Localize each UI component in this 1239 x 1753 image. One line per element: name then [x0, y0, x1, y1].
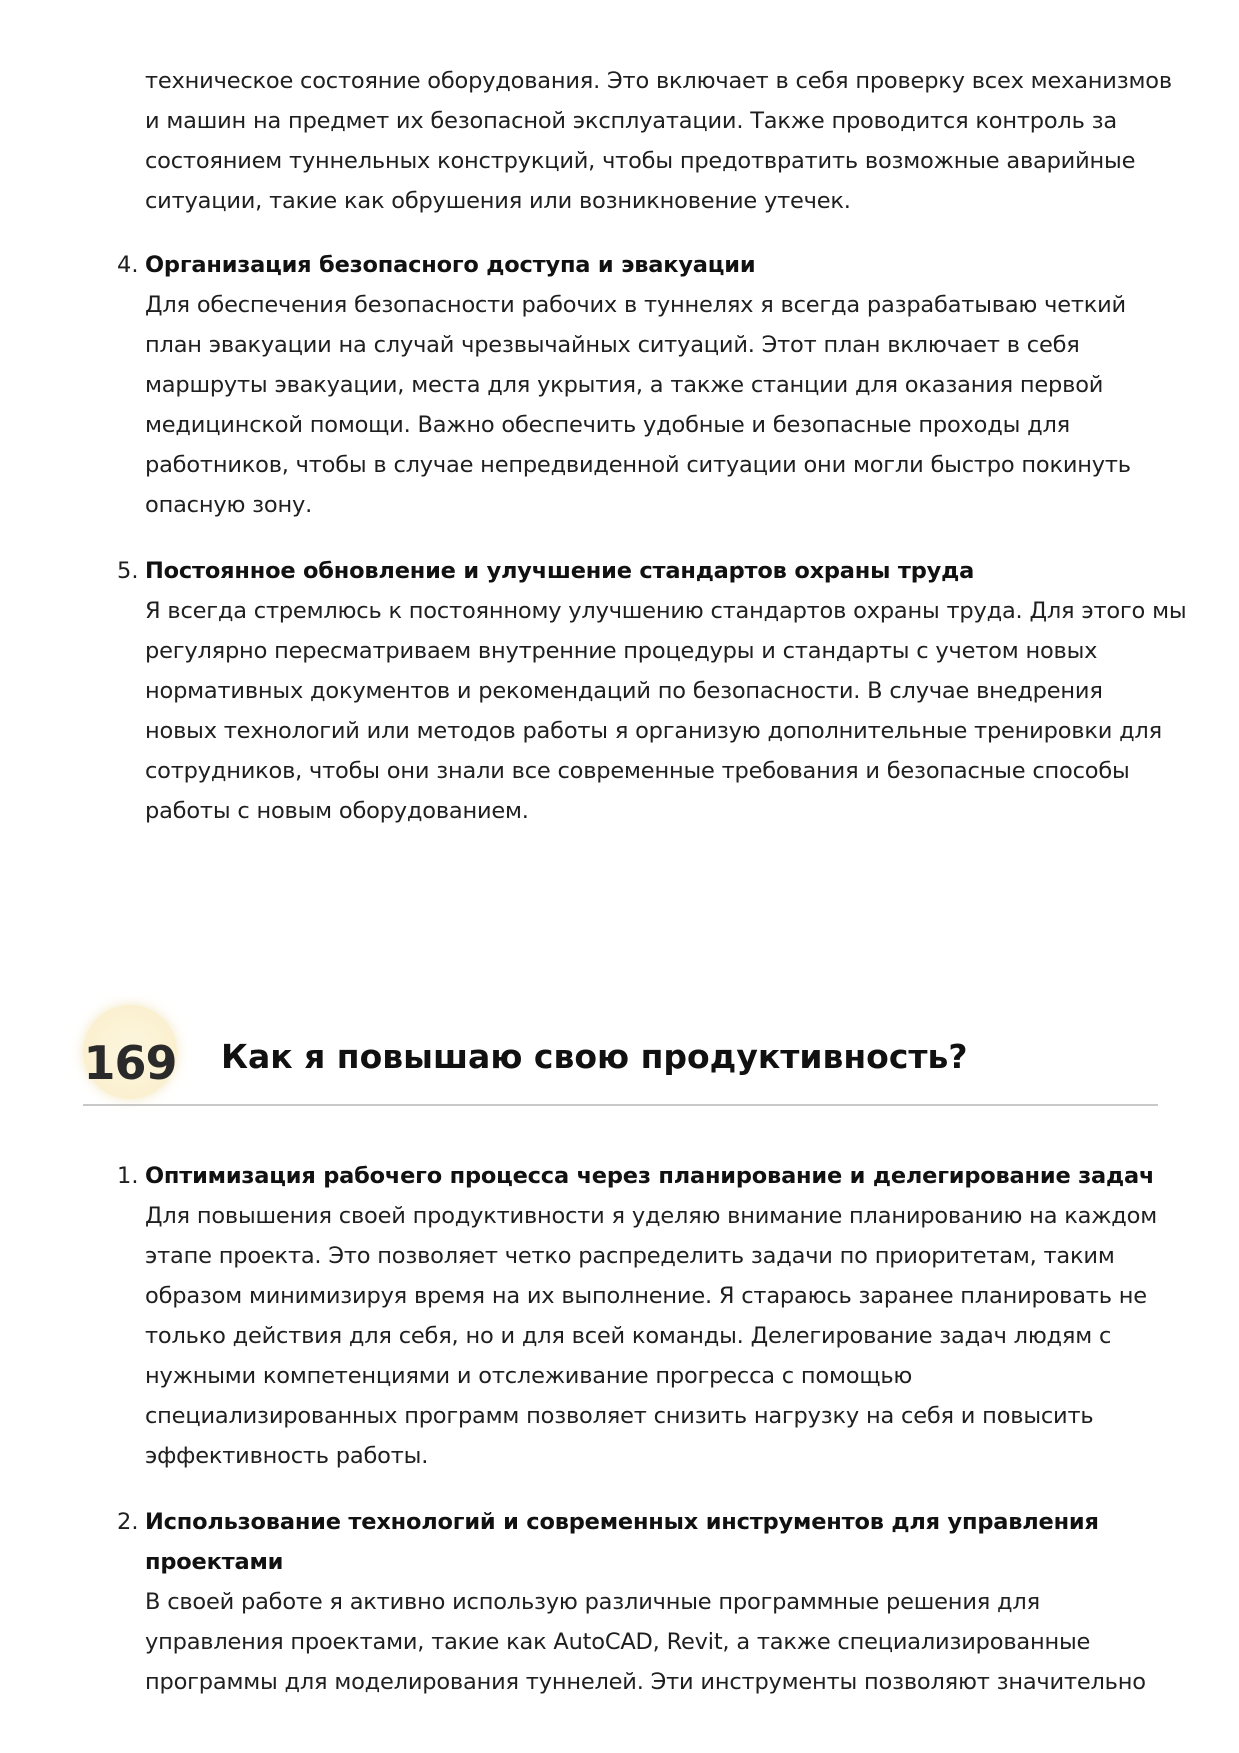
divider [83, 1104, 1158, 1106]
text-line: медицинской помощи. Важно обеспечить удобные и безопасные проходы для [145, 412, 1070, 438]
text-line: В своей работе я активно использую различные программные решения для [145, 1589, 1040, 1615]
continuation-paragraph [145, 61, 1172, 221]
list-item-number: 5. [117, 558, 139, 584]
list-item-title: Оптимизация рабочего процесса через планирование и делегирование задач [145, 1163, 1155, 1189]
text-line: нормативных документов и рекомендаций по безопасности. В случае внедрения [145, 678, 1103, 704]
list-item-title: Организация безопасного доступа и эвакуации [145, 252, 756, 278]
list-item-title: проектами [145, 1549, 284, 1575]
text-line: план эвакуации на случай чрезвычайных ситуаций. Этот план включает в себя [145, 332, 1080, 358]
list-item-number: 4. [117, 252, 139, 278]
question-number-badge [83, 1005, 177, 1099]
text-line: маршруты эвакуации, места для укрытия, а также станции для оказания первой [145, 372, 1104, 398]
text-line: работы с новым оборудованием. [145, 798, 529, 824]
text-line: Я всегда стремлюсь к постоянному улучшению стандартов охраны труда. Для этого мы [145, 598, 1187, 624]
list-item-number: 1. [117, 1163, 139, 1189]
list-item-4 [117, 245, 1155, 525]
text-line: регулярно пересматриваем внутренние процедуры и стандарты с учетом новых [145, 638, 1098, 664]
text-line: образом минимизируя время на их выполнение. Я стараюсь заранее планировать не [145, 1283, 1147, 1309]
text-line: и машин на предмет их безопасной эксплуатации. Также проводится контроль за [145, 108, 1117, 134]
text-line: специализированных программ позволяет снизить нагрузку на себя и повысить [145, 1403, 1094, 1429]
text-line: новых технологий или методов работы я организую дополнительные тренировки для [145, 718, 1162, 744]
text-line: работников, чтобы в случае непредвиденной ситуации они могли быстро покинуть [145, 452, 1131, 478]
question-header [83, 1000, 1158, 1106]
text-line: этапе проекта. Это позволяет четко распределить задачи по приоритетам, таким [145, 1243, 1115, 1269]
list-item-title: Постоянное обновление и улучшение стандартов охраны труда [145, 558, 975, 584]
answer-item-2 [117, 1502, 1155, 1702]
text-line: Для повышения своей продуктивности я уделяю внимание планированию на каждом [145, 1203, 1157, 1229]
question-number: 169 [83, 1036, 177, 1090]
list-item-number: 2. [117, 1509, 139, 1535]
text-line: программы для моделирования туннелей. Эти инструменты позволяют значительно [145, 1669, 1146, 1695]
text-line: состоянием туннельных конструкций, чтобы предотвратить возможные аварийные [145, 148, 1136, 174]
question-title: Как я повышаю свою продуктивность? [221, 1037, 968, 1076]
text-line: только действия для себя, но и для всей команды. Делегирование задач людям с [145, 1323, 1112, 1349]
answer-item-1 [117, 1156, 1157, 1476]
text-line: опасную зону. [145, 492, 313, 518]
list-item-5 [117, 551, 1187, 831]
text-line: эффективность работы. [145, 1443, 429, 1469]
text-line: техническое состояние оборудования. Это включает в себя проверку всех механизмов [145, 68, 1172, 94]
text-line: управления проектами, такие как AutoCAD, Revit, а также специализированные [145, 1629, 1091, 1655]
text-line: сотрудников, чтобы они знали все современные требования и безопасные способы [145, 758, 1130, 784]
text-line: ситуации, такие как обрушения или возникновение утечек. [145, 188, 851, 214]
text-line: нужными компетенциями и отслеживание прогресса с помощью [145, 1363, 913, 1389]
list-item-title: Использование технологий и современных инструментов для управления [145, 1509, 1099, 1535]
text-line: Для обеспечения безопасности рабочих в туннелях я всегда разрабатываю четкий [145, 292, 1126, 318]
